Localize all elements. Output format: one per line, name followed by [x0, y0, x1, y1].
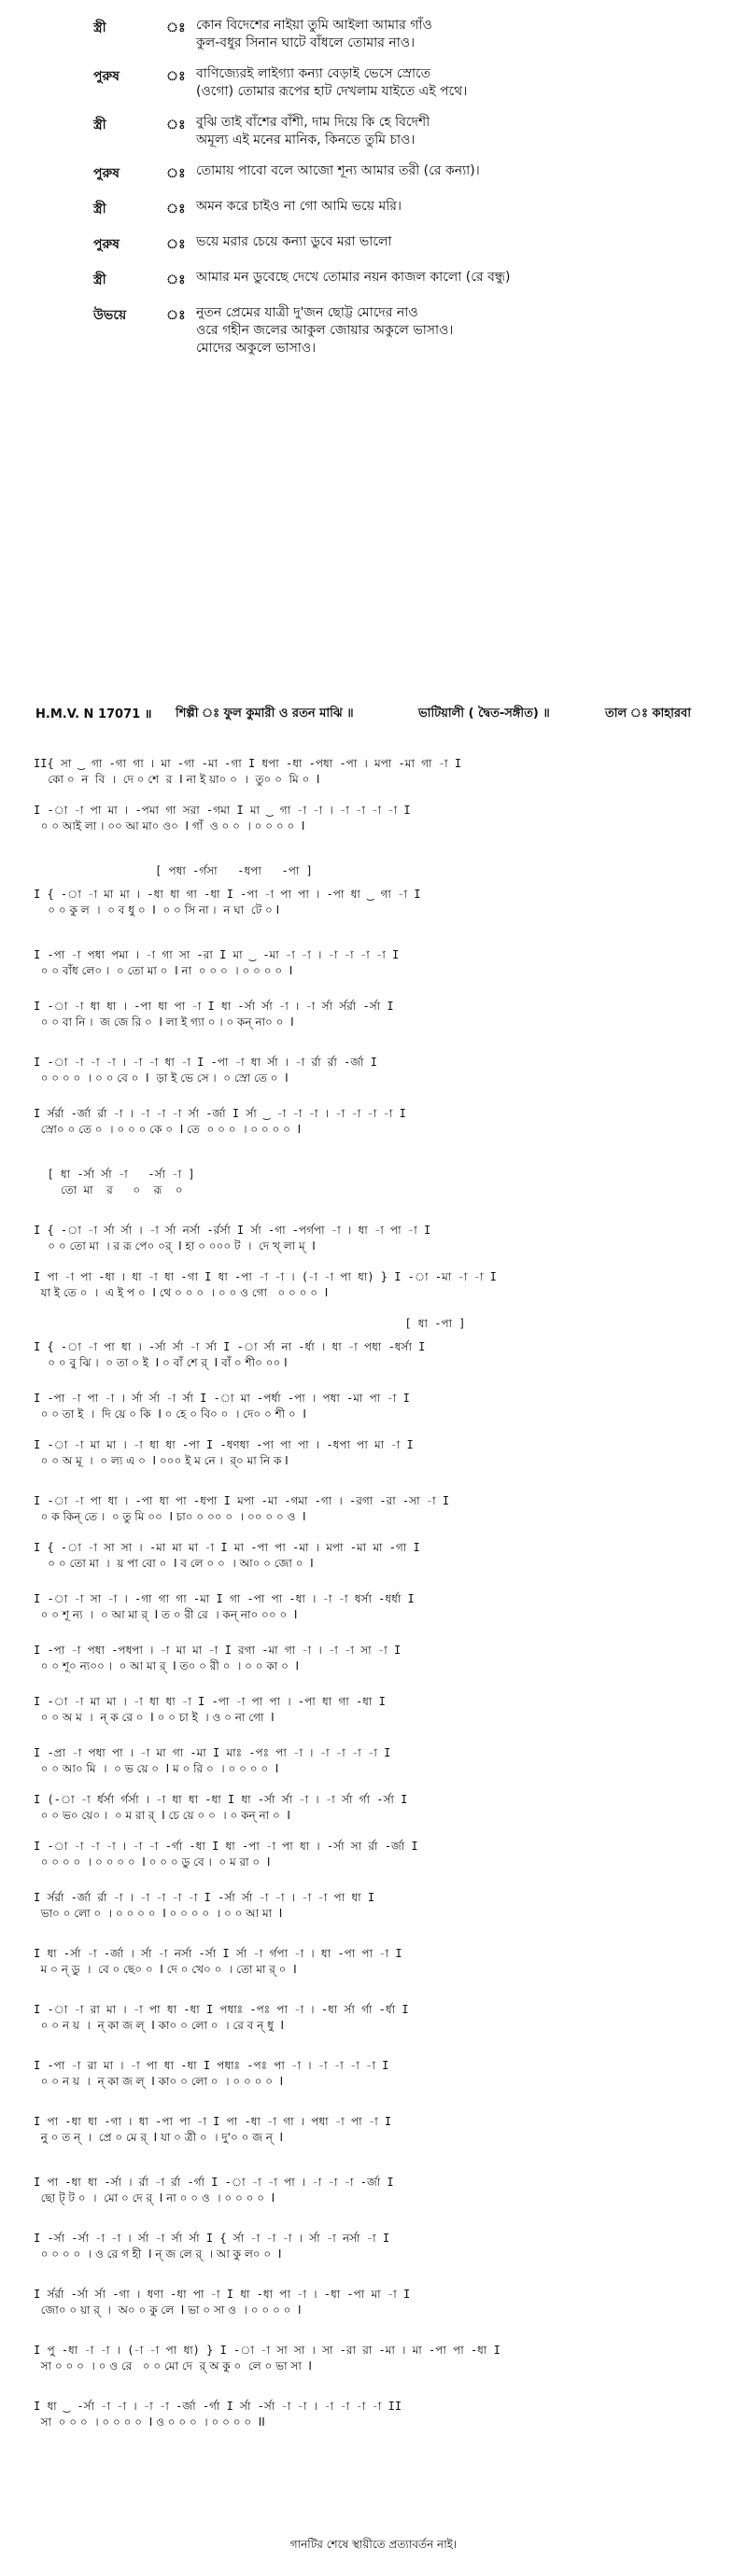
lyric-row: পুরুষ ঃ ভয়ে মরার চেয়ে কন্যা ডুবে মরা ভালো: [93, 233, 710, 256]
lyric-line: বুঝি তাই বাঁশের বাঁশী, দাম দিয়ে কি হে বিদেশী: [196, 115, 430, 130]
syllable-line: স্রো০ ০ তে ০ । ০ ০ ০ কে ০ I তে ০ ০ ০ । ০ ০ ০ ০ I: [34, 1123, 302, 1136]
swara-line: I -া -া পা ধা । -পা ধা পা -ধপা I মপা -মা -গমা -গা । -রগা -রা -সা -া I: [34, 1494, 450, 1507]
notation-line: [34, 2002, 409, 2034]
notation-line: [34, 1106, 406, 1138]
syllable-line: ছো ট্ ট ০ । মো ০ দে র্ I না ০ ০ ও । ০ ০ ০ ০ I: [34, 2191, 275, 2205]
syllable-line: ভা০ ০ লো ০ । ০ ০ ০ ০ I ০ ০ ০ ০ । ০ ০ আ মা I: [34, 1907, 283, 1920]
swara-line: I র্সর্রা -র্জা র্রা -া । -া -া -া -া I -র্সা র্সা -া -া । -া -া পা ধা I: [34, 1891, 375, 1904]
lyric-line: নুতন প্রেমের যাত্রী দু'জন ছোট্ট মোদের নাও: [196, 305, 418, 320]
notation-line: [34, 803, 411, 834]
notation-line: [34, 1391, 410, 1422]
swara-line: I { -া -া পা ধা । -র্সা র্সা -া র্সা I -া র্সা না -র্ধা । ধা -া পধা -ধর্সা I: [34, 1340, 426, 1353]
notation-line: [34, 2114, 391, 2146]
genre: ভাটিয়ালী ( দ্বৈত-সঙ্গীত) ॥: [418, 707, 550, 721]
swara-line: I -া -া -া -া । -া -া ধা -া I -পা -া ধা র্সা । -া র্রা র্রা -র্জা I: [34, 1056, 377, 1069]
record-header: [35, 705, 726, 724]
notation-line: [34, 1694, 386, 1726]
speaker: স্ত্রী: [93, 21, 106, 35]
speaker: পুরুষ: [93, 166, 120, 181]
notation-line: [34, 1890, 374, 1922]
lyric-row: স্ত্রী ঃ অমন করে চাইও না গো আমি ভয়ে মরি।: [93, 198, 710, 220]
syllable-line: ০ ০ ০ ০ । ০ ০ ০ ০ I ০ ০ ০ ডু বে । ০ ম রা ০ I: [34, 1855, 271, 1869]
swara-line: I পু -ধা -া -া । (-া -া পা ধা) } I -া -া সা সা । সা -রা রা -মা । মা -পা পা -ধা I: [34, 2344, 500, 2357]
syllable-line: ০ ০ ভ০ য়ে০ । ০ ম রা র্ I চে য়ে ০ ০ । ০ কন্ না ০ I: [34, 1809, 290, 1822]
lyrics-section: [93, 17, 710, 371]
notation-line: [34, 2287, 410, 2318]
lyric-line: আমার মন ডুবেছে দেখে তোমার নয়ন কাজল কালো (রে বন্ধু): [196, 270, 511, 285]
swara-line: I -পা -া রা মা । -া পা ধা -ধা I পধাঃ -পঃ পা -া । -া -া -া -া I: [34, 2059, 389, 2072]
notation-line: [34, 999, 394, 1030]
notation-line: [34, 1269, 497, 1301]
swara-line: I র্সর্রা -র্সা র্সা -গা । ধণা -ধা পা -া I ধা -ধা পা -া । -ধা -পা মা -া I: [34, 2288, 411, 2301]
syllable-line: ০ ০ বু ঝি । ০ তা ০ ই I ০ বাঁ শে র্ I বাঁ ০ শী০ ০০ I: [34, 1356, 288, 1369]
syllable-line: ০ ০ বা নি । জ জে রি ০ I লা ই গ্যা ০ । ০ কন্ না০ ০ I: [34, 1015, 294, 1029]
bracket-annotation: [34, 1167, 195, 1198]
speaker: স্ত্রী: [93, 118, 106, 133]
notation-line: [34, 1591, 415, 1623]
syllable-line: ০ ০ ন য় । ন্ কা জ ল্ I কা০ ০ লো ০ । ০ ০ ০ ০ I: [34, 2075, 284, 2088]
notation-line: [34, 1839, 418, 1870]
notation-line: [34, 2343, 500, 2374]
speaker: পুরুষ: [93, 237, 120, 252]
swara-line: I পা -ধা ধা -র্সা । র্রা -া র্রা -র্গা I -া -া -া পা । -া -া -া -র্জা I: [34, 2176, 394, 2189]
swara-line: I পা -ধা ধা -গা । ধা -পা পা -া I পা -ধা -া গা । পধা -া পা -া I: [34, 2115, 392, 2128]
swara-line: I -া -া সা -া । -গা গা গা -মা I গা -পা পা -ধা । -া -া ধর্সা -ধর্ধা I: [34, 1592, 415, 1605]
annotation-text: [ পধা -র্গসা -ধপা -পা ]: [34, 864, 313, 877]
lyric-line: কোন বিদেশের নাইয়া তুমি আইলা আমার গাঁও: [196, 18, 432, 33]
lyric-line: অমূল্য এই মনের মানিক, কিনতে তুমি চাও।: [196, 133, 416, 147]
swara-line: I -া -া পা মা । -পমা গা সরা -গমা I মা ‿ গা -া -া । -া -া -া -া I: [34, 804, 411, 817]
lyric-row: উভয়ে ঃ নুতন প্রেমের যাত্রী দু'জন ছোট্ট মোদের নাও ওরে গহীন জলের আকুল জোয়ার অকুলে ভাসাও। মোদের অকুলে ভাসাও।: [93, 304, 710, 357]
notation-line: [34, 887, 420, 918]
notation-line: [34, 1493, 449, 1525]
speaker: উভয়ে: [93, 308, 127, 323]
syllable-line: কো ০ ন বি । দে ০ শে র I না ই য়া০ ০ । তু০ ০ মি ০ I: [34, 773, 320, 786]
swara-line: I -প্রা -া পধা পা । -া মা গা -মা I মাঃ -পঃ পা -া । -া -া -া -া I: [34, 1746, 391, 1759]
swara-line: I { -া -া র্সা র্সা । -া র্সা নর্সা -র্রর্সা I র্সা -গা -পর্গপা -া । ধা -া পা -া I: [34, 1224, 431, 1237]
notation-line: [34, 1643, 401, 1674]
lyric-row: পুরুষ ঃ বাণিজ্যেরই লাইগ্যা কন্যা বেড়াই ভেসে স্রোতে (ওগো) তোমার রূপের হাট দেখলাম যাইতে এই পথে।: [93, 65, 710, 101]
annotation-text: [ ধা -র্সা র্সা -া -র্সা -া ] তো মা র ০ রূ ০: [47, 1168, 195, 1197]
swara-line: I -া -া মা মা । -া ধা ধা -পা I -ধণধা -পা পা পা । -ধপা পা মা -া I: [34, 1438, 414, 1451]
notation-line: [34, 1745, 390, 1777]
syllable-line: জো০ ০ য়া র্ । অ০ ০ কু লে I ভা ০ সা ও । ০ ০ ০ ০ I: [34, 2303, 302, 2317]
syllable-line: ০ ০ ন য় । ন্ কা জ ল্ I কা০ ০ লো ০ । রে ব ন্ ধু I: [34, 2019, 284, 2032]
lyric-row: স্ত্রী ঃ কোন বিদেশের নাইয়া তুমি আইলা আমার গাঁও কুল-বধুর সিনান ঘাটে বাঁধলে তোমার নাও।: [93, 17, 710, 52]
swara-line: I -া -া মা মা । -া ধা ধা -া I -পা -া পা পা । -পা ধা গা -ধা I: [34, 1695, 386, 1708]
speaker: স্ত্রী: [93, 202, 106, 217]
syllable-line: ০ ০ ০ ০ । ০ ০ বে ০ I ড়া ই ভে সে । ০ স্রো তে ০ I: [34, 1071, 289, 1085]
syllable-line: ম ০ ন্ ডু । বে ০ ছে০ ০ I দে ০ খে০ ০ । তো মা র্ ০ I: [34, 1963, 297, 1976]
notation-line: [34, 1946, 402, 1978]
speaker: স্ত্রী: [93, 273, 106, 287]
swara-line: I র্সর্রা -র্জা র্রা -া । -া -া -া র্সা -র্জা I র্সা ‿ -া -া -া । -া -া -া -া I: [34, 1107, 406, 1120]
notation-line: [34, 2058, 388, 2090]
notation-line: [34, 2231, 389, 2262]
swara-line: I -া -া -া -া । -া -া -র্গা -ধা I ধা -পা -া পা ধা । -র্সা সা র্রা -র্জা I: [34, 1840, 418, 1853]
notation-line: [34, 1339, 425, 1371]
syllable-line: ০ ০ শূ ন্য । ০ আ মা র্ I ত ০ রী রে । কন্ না০ ০০ ০ I: [34, 1608, 298, 1621]
lyric-line: (ওগো) তোমার রূপের হাট দেখলাম যাইতে এই পথে।: [196, 84, 468, 99]
swara-line: I -া -া রা মা । -া পা ধা -ধা I পধাঃ -পঃ পা -া । -ধা র্সা র্গা -র্ধা I: [34, 2003, 409, 2016]
syllable-line: ০ ০ কু ল । ০ ব ধু ০ I ০ ০ সি না । ন ঘা টে ০ I: [34, 903, 280, 917]
lyric-row: স্ত্রী ঃ বুঝি তাই বাঁশের বাঁশী, দাম দিয়ে কি হে বিদেশী অমূল্য এই মনের মানিক, কিনতে তুমি চাও।: [93, 114, 710, 149]
lyric-line: কুল-বধুর সিনান ঘাটে বাঁধলে তোমার নাও।: [196, 35, 416, 50]
swara-line: I { -া -া মা মা । -ধা ধা গা -ধা I -পা -া পা পা । -পা ধা ‿ গা -া I: [34, 888, 421, 901]
syllable-line: ০ ০ তো মা । র রূ পে০ ০র্ I হা ০ ০০০ ট । দে খ্ লা ম্ I: [34, 1239, 316, 1253]
syllable-line: ০ ০ অ ম । ন্ ক রে ০ I ০ ০ চা ই । ও ০ না গো I: [34, 1711, 275, 1724]
notation-line: [34, 1055, 377, 1086]
lyric-line: ভয়ে মরার চেয়ে কন্যা ডুবে মরা ভালো: [196, 234, 392, 249]
lyric-row: স্ত্রী ঃ আমার মন ডুবেছে দেখে তোমার নয়ন কাজল কালো (রে বন্ধু): [93, 269, 710, 291]
notation-line: [34, 2399, 402, 2430]
syllable-line: ০ ০ শূ০ ন্য০০ । ০ আ মা র্ I ত০ ০ রী ০ । ০ ০ কা ০ I: [34, 1659, 300, 1673]
record-number: H.M.V. N 17071 ॥: [35, 707, 152, 721]
swara-line: I পা -া পা -ধা । ধা -া ধা -গা I ধা -পা -া -া । (-া -া পা ধা) } I -া -মা -া -া I: [34, 1270, 497, 1283]
syllable-line: যা ই তে ০ । এ ই প ০ I থে ০ ০ ০ । ০ ০ ও গো ০ ০ ০ ০ I: [34, 1286, 329, 1299]
syllable-line: ০ ০ বাঁধ লে০ । ০ তো মা ০ I না ০ ০ ০ । ০ ০ ০ ০ I: [34, 964, 293, 977]
lyric-line: মোদের অকুলে ভাসাও।: [196, 341, 317, 356]
syllable-line: ০ ক কিন্ তে । ০ তু মি ০০ I চা০ ০ ০০ ০ । ০০ ০ ০ ও I: [34, 1510, 306, 1523]
bracket-annotation: [34, 863, 313, 879]
syllable-line: ০ ০ অ মূ । ০ ল্য এ ০ I ০০০ ই ম নে । র্০ মা নি ক I: [34, 1454, 289, 1467]
syllable-line: ০ ০ তা ই । দি য়ে ০ কি I ০ হে ০ বি০ ০ । দে০ ০ শী ০ I: [34, 1407, 306, 1421]
artists: শিল্পী ঃ ফুল কুমারী ও রতন মাঝি ॥: [176, 707, 354, 721]
syllable-line: নু ০ ত ন্ । প্রে ০ মে র্ I যা ০ ত্রী ০ । দু'০ ০ জ ন্ I: [34, 2131, 284, 2144]
notation-line: [34, 756, 461, 788]
notation-line: [34, 2175, 394, 2206]
swara-line: I ধা -র্সা -া -র্জা । র্সা -া নর্সা -র্সা I র্সা -া র্গপা -া । ধা -পা পা -া I: [34, 1947, 402, 1960]
syllable-line: ০ ০ তো মা । য় পা বো ০ I ব লে ০ ০ । আ০ ০ জো ০ I: [34, 1557, 314, 1570]
swara-line: I -পা -া পা -া । র্সা র্সা -া র্সা I -া মা -পর্ধা -পা । পধা -মা পা -া I: [34, 1392, 410, 1405]
bracket-annotation: [34, 1316, 466, 1332]
notation-line: [34, 1792, 407, 1824]
swara-line: I -া -া ধা ধা । -পা ধা পা -া I ধা -র্সা র্সা -া । -া র্সা র্সর্রা -র্সা I: [34, 1000, 394, 1013]
swara-line: I ধা ‿ -র্সা -া -া । -া -া -র্জা -র্গা I র্সা -র্সা -া -া । -া -া -া -া II: [34, 2400, 402, 2413]
annotation-text: [ ধা -পা ]: [34, 1317, 466, 1330]
footer-note: গানটির শেষে স্থায়ীতে প্রত্যাবর্তন নাই।: [289, 2538, 458, 2551]
lyric-line: তোমায় পাবো বলে আজো শূন্য আমার তরী (রে কন্যা)।: [196, 163, 480, 178]
lyric-row: পুরুষ ঃ তোমায় পাবো বলে আজো শূন্য আমার তরী (রে কন্যা)।: [93, 162, 710, 185]
swara-line: I -পা -া পধা পমা । -া গা সা -রা I মা ‿ -মা -া -া । -া -া -া -া I: [34, 948, 400, 961]
notation-line: [34, 1437, 414, 1469]
notation-line: [34, 947, 399, 979]
swara-line: I -পা -া পধা -পধপা । -া মা মা -া I রগা -মা গা -া । -া -া সা -া I: [34, 1644, 402, 1657]
notation-line: [34, 1540, 420, 1572]
notation-line: [34, 1223, 430, 1254]
swara-line: I -র্সা -র্সা -া -া । র্সা -া র্সা র্সা I { র্সা -া -া -া । র্সা -া নর্সা -া I: [34, 2232, 390, 2245]
lyric-line: অমন করে চাইও না গো আমি ভয়ে মরি।: [196, 199, 402, 214]
swara-line: I (-া -া র্ধর্সা র্গর্সা । -া ধা ধা -ধা I ধা -র্সা র্সা -া । -া র্সা র্গা -র্সা I: [34, 1793, 408, 1806]
syllable-line: ০ ০ ০ ০ । ও রে গ হী I ন্ জ লে র্ । আ কু ল০ ০ I: [34, 2247, 282, 2261]
syllable-line: সা ০ ০ ০ । ০ ০ ০ ০ I ও ০ ০ ০ । ০ ০ ০ ০ II: [34, 2415, 265, 2429]
swara-line: I { -া -া সা সা । -মা মা মা -া I মা -পা পা -মা । মপা -মা মা -গা I: [34, 1541, 420, 1554]
lyric-line: বাণিজ্যেরই লাইগ্যা কন্যা বেড়াই ভেসে স্রোতে: [196, 66, 431, 81]
speaker: পুরুষ: [93, 69, 120, 84]
tala: তাল ঃ কাহারবা: [605, 707, 692, 721]
swara-line: II{ সা ‿ গা -গা গা । মা -গা -মা -গা I ধপা -ধা -পধা -পা । মপা -মা গা -া I: [34, 757, 462, 770]
syllable-line: সা ০ ০ ০ । ০ ও রে ০ ০ মো দে র্ অ কু ০ লে ০ ভা সা I: [34, 2359, 312, 2373]
syllable-line: ০ ০ আ০ মি । ০ ভ য়ে ০ I ম ০ রি ০ । ০ ০ ০ ০ I: [34, 1762, 279, 1775]
lyric-line: ওরে গহীন জলের আকুল জোয়ার অকুলে ভাসাও।: [196, 323, 454, 338]
syllable-line: ০ ০ আই লা । ০০ আ মা০ ও০ I গাঁ ও ০ ০ । ০ ০ ০ ০ I: [34, 819, 305, 833]
